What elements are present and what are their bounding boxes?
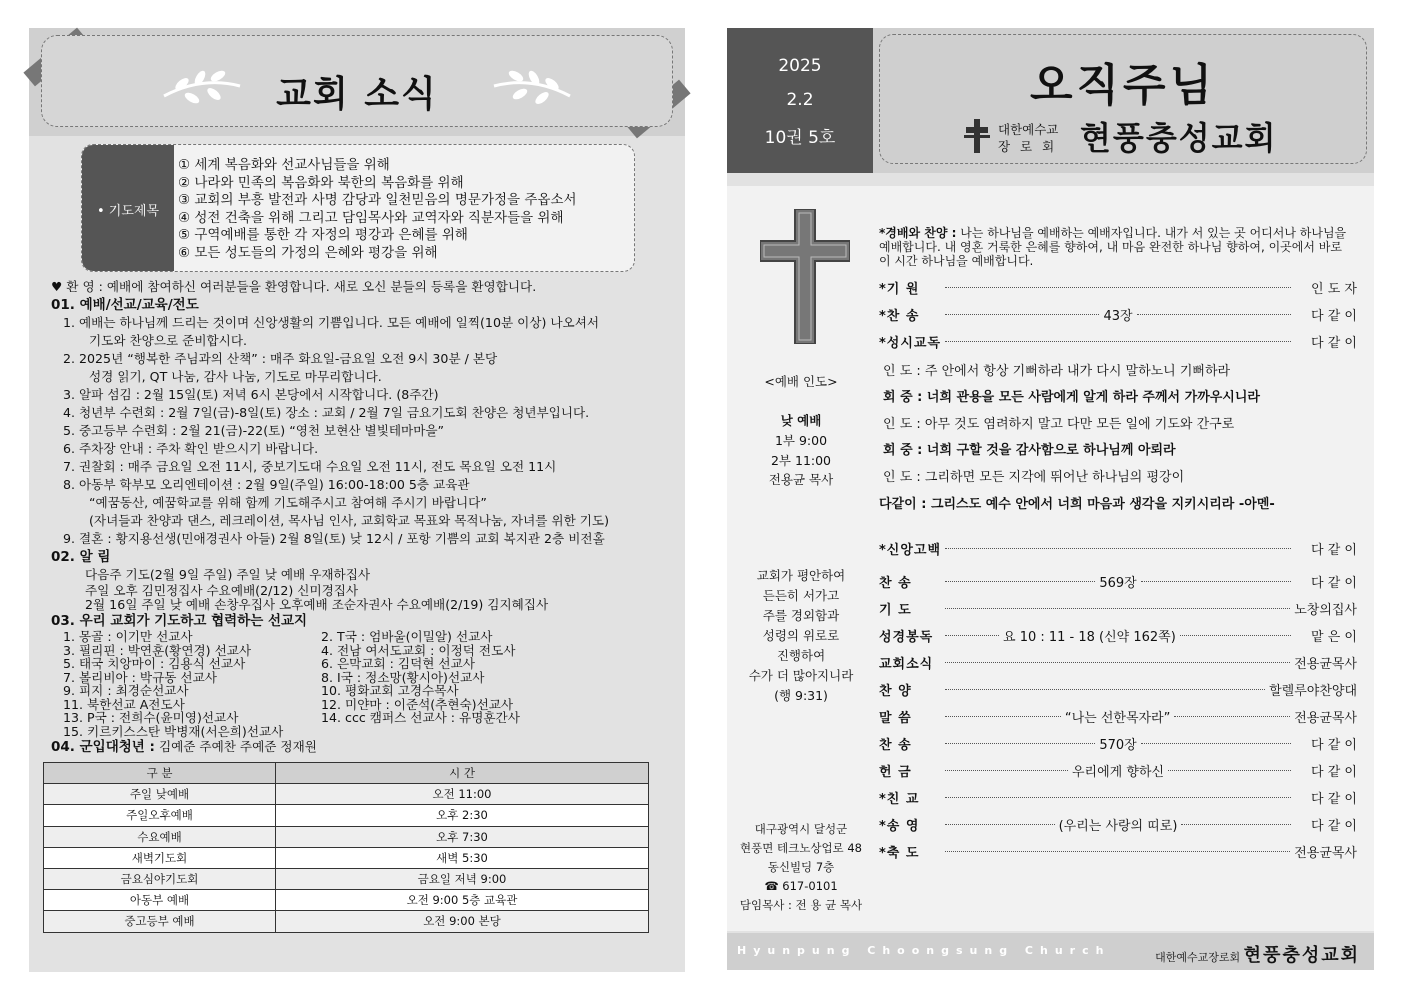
service-name: 금요심야기도회 bbox=[44, 868, 276, 889]
order-middle bbox=[941, 761, 1295, 780]
issue-year: 2025 bbox=[778, 56, 822, 76]
church-news-page bbox=[29, 28, 685, 972]
order-row bbox=[879, 331, 1357, 351]
news-item: 1. 예배는 하나님께 드리는 것이며 신앙생활의 기쁨입니다. 모든 예배에 일찍(10분 이상) 나오셔서 bbox=[63, 315, 600, 330]
order-row bbox=[879, 277, 1357, 297]
order-row bbox=[879, 814, 1357, 834]
responsive-reading-line bbox=[883, 386, 1353, 405]
footer-english-name: Hyunpung Choongsung Church bbox=[737, 944, 1111, 957]
service-name: 중고등부 예배 bbox=[44, 911, 276, 932]
table-row bbox=[44, 784, 649, 805]
service-name: 주일오후예배 bbox=[44, 805, 276, 826]
mission-list bbox=[51, 630, 671, 738]
verse-line: 수가 더 많아지니라 bbox=[748, 668, 854, 683]
order-person: 전용균목사 bbox=[1294, 845, 1357, 861]
table-row bbox=[44, 868, 649, 889]
notice-item: 2월 16일 주일 낮 예배 손창우집사 오후예배 조순자권사 수요예배(2/19) 김지혜집사 bbox=[85, 597, 549, 612]
table-row bbox=[44, 805, 649, 826]
dot-leader bbox=[1168, 770, 1291, 771]
dot-leader bbox=[1174, 716, 1290, 717]
bulletin-header-frame bbox=[879, 34, 1367, 164]
service-time: 금요일 저녁 9:00 bbox=[276, 868, 649, 889]
service-time: 오전 9:00 본당 bbox=[276, 911, 649, 932]
news-item: 8. 아동부 학부모 오리엔테이션 : 2월 9일(주일) 16:00-18:00 5층 교육관 bbox=[63, 477, 470, 492]
mission-item: 12. 미얀마 : 이준석(추현숙)선교사 bbox=[321, 696, 514, 712]
dot-leader bbox=[945, 716, 1061, 717]
verse-line: 든든히 서가고 bbox=[762, 588, 840, 603]
mission-item: 3. 필리핀 : 박연훈(황연경) 선교사 bbox=[63, 642, 252, 658]
order-middle bbox=[941, 689, 1269, 690]
mission-item: 2. T국 : 엄바울(이밀알) 선교사 bbox=[321, 629, 493, 644]
news-header-frame bbox=[41, 35, 673, 127]
order-row bbox=[879, 706, 1357, 726]
verse-line: 교회가 평안하여 bbox=[756, 568, 846, 583]
order-row bbox=[879, 625, 1357, 645]
verse-line: 주를 경외함과 bbox=[762, 608, 840, 623]
service-time: 오전 9:00 5층 교육관 bbox=[276, 890, 649, 911]
church-logo-icon bbox=[964, 119, 990, 153]
order-label: *찬 송 bbox=[879, 308, 920, 324]
mission-item: 10. 평화교회 고경수목사 bbox=[321, 683, 459, 698]
mission-item: 4. 전남 여서도교회 : 이정덕 전도사 bbox=[321, 642, 516, 658]
mission-item: 15. 키르키스스탄 박병재(서은희)선교사 bbox=[63, 723, 284, 739]
order-middle bbox=[941, 548, 1295, 549]
senior-pastor: 담임목사 : 전 용 균 목사 bbox=[739, 898, 863, 912]
reader: 인 도 : bbox=[883, 470, 921, 485]
table-row bbox=[44, 826, 649, 847]
order-middle bbox=[941, 572, 1295, 591]
dot-leader bbox=[1141, 743, 1291, 744]
order-person: 다 같 이 bbox=[1311, 335, 1357, 351]
order-person: 할렐루야찬양대 bbox=[1269, 683, 1357, 699]
table-header: 구 분 bbox=[44, 763, 276, 784]
reading-text: 그리스도 예수 안에서 너희 마음과 생각을 지키시리라 -아멘- bbox=[930, 497, 1275, 512]
dot-leader bbox=[945, 770, 1068, 771]
order-row bbox=[879, 571, 1357, 591]
order-middle bbox=[941, 662, 1294, 663]
mission-item: 1. 몽골 : 이기만 선교사 bbox=[63, 629, 193, 644]
mission-item: 9. 피지 : 최경순선교사 bbox=[63, 683, 189, 698]
table-header: 시 간 bbox=[276, 763, 649, 784]
military-line bbox=[51, 738, 671, 756]
order-label: 말 씀 bbox=[879, 710, 912, 726]
order-value: 570장 bbox=[1099, 737, 1137, 753]
order-middle bbox=[941, 626, 1295, 645]
prayer-item: ⑥ 모든 성도들의 가정의 은혜와 평강을 위해 bbox=[178, 244, 438, 261]
order-label: *축 도 bbox=[879, 845, 920, 861]
denomination bbox=[998, 121, 1058, 155]
order-middle bbox=[941, 815, 1295, 834]
mission-item: 14. ccc 캠퍼스 선교사 : 유명훈간사 bbox=[321, 710, 520, 725]
order-person: 다 같 이 bbox=[1311, 791, 1357, 807]
phone-number: ☎ 617-0101 bbox=[764, 879, 838, 893]
service-name: 주일 낮예배 bbox=[44, 784, 276, 805]
order-value: 43장 bbox=[1103, 308, 1133, 324]
prayer-list bbox=[178, 157, 577, 262]
order-middle bbox=[941, 707, 1294, 726]
order-label: 기 도 bbox=[879, 602, 912, 618]
bulletin-header bbox=[873, 28, 1374, 173]
order-label: 찬 양 bbox=[879, 683, 912, 699]
order-person: 인 도 자 bbox=[1311, 281, 1357, 297]
dot-leader bbox=[945, 581, 1095, 582]
service-time: 2부 11:00 bbox=[770, 453, 832, 468]
news-item: “예꿈동산, 예꿈학교를 위해 함께 기도해주시고 참여해 주시기 바랍니다” bbox=[89, 495, 487, 510]
footer-church-name: 현풍충성교회 bbox=[1243, 945, 1360, 966]
issue-date: 2.2 bbox=[786, 90, 814, 110]
dot-leader bbox=[945, 548, 1291, 549]
order-person: 다 같 이 bbox=[1311, 575, 1357, 591]
prayer-item: ⑤ 구역예배를 통한 각 자정의 평강과 은혜를 위해 bbox=[178, 227, 468, 243]
service-name: 수요예배 bbox=[44, 826, 276, 847]
order-person: 전용균목사 bbox=[1294, 656, 1357, 672]
scripture-reference: 요 10 : 11 - 18 (신약 162쪽) bbox=[1003, 629, 1176, 645]
opening-praise-label: *경배와 찬양 : bbox=[879, 226, 957, 240]
issue-number: 10권 5호 bbox=[764, 128, 836, 148]
issue-date-box bbox=[727, 28, 873, 173]
sermon-title: “나는 선한목자라” bbox=[1064, 710, 1171, 726]
mission-item: 13. P국 : 전희수(윤미영)선교사 bbox=[63, 710, 239, 725]
dot-leader bbox=[945, 608, 1290, 609]
address-line: 동신빌딩 7층 bbox=[767, 860, 835, 874]
military-names: 김예준 주예찬 주예준 정재원 bbox=[158, 739, 317, 754]
section-title: 02. 알 림 bbox=[51, 549, 111, 565]
order-middle bbox=[941, 305, 1295, 324]
mission-item: 11. 북한선교 A전도사 bbox=[63, 696, 185, 712]
order-label: 헌 금 bbox=[879, 764, 912, 780]
service-time: 오전 11:00 bbox=[276, 784, 649, 805]
order-middle bbox=[941, 608, 1294, 609]
reading-text: 주 안에서 항상 기뻐하라 내가 다시 말하노니 기뻐하라 bbox=[924, 364, 1231, 379]
opening-praise bbox=[879, 226, 1357, 268]
news-item: 4. 청년부 수련회 : 2월 7일(금)-8일(토) 장소 : 교회 / 2월 7일 금요기도회 찬양은 청년부입니다. bbox=[63, 405, 590, 420]
mission-column-right bbox=[321, 630, 520, 738]
mission-item: 5. 태국 치앙마이 : 김용식 선교사 bbox=[63, 656, 246, 671]
service-time: 오후 2:30 bbox=[276, 805, 649, 826]
order-label: 성경봉독 bbox=[879, 629, 934, 645]
order-value: 569장 bbox=[1099, 575, 1137, 591]
verse-line: 진행하여 bbox=[776, 648, 826, 663]
denomination-line: 장 로 회 bbox=[998, 139, 1058, 154]
reader: 인 도 : bbox=[883, 364, 921, 379]
prayer-topics-box bbox=[81, 144, 635, 272]
mission-item: 6. 은막교회 : 김덕현 선교사 bbox=[321, 656, 475, 671]
reader: 회 중 : bbox=[883, 443, 923, 458]
welcome-line: ♥ 환 영 : 예배에 참여하신 여러분들을 환영합니다. 새로 오신 분들의 등록을 환영합니다. bbox=[51, 279, 537, 294]
footer-denomination: 대한예수교장로회 bbox=[1155, 951, 1241, 964]
reader: 회 중 : bbox=[883, 390, 923, 405]
service-name: 아동부 예배 bbox=[44, 890, 276, 911]
service-time: 1부 9:00 bbox=[774, 433, 828, 448]
table-row bbox=[44, 847, 649, 868]
notice-item: 주일 오후 김민정집사 수요예배(2/12) 신미경집사 bbox=[85, 583, 359, 598]
dot-leader bbox=[1141, 581, 1291, 582]
service-leader: 전용균 목사 bbox=[768, 472, 834, 487]
order-value: 우리에게 향하신 bbox=[1071, 764, 1165, 780]
prayer-item: ③ 교회의 부흥 발전과 사명 감당과 일천믿음의 명문가정을 주옵소서 bbox=[178, 192, 577, 208]
prayer-label: • 기도제목 bbox=[82, 145, 174, 272]
bulletin-title: 오직주님 bbox=[1029, 60, 1216, 111]
news-header bbox=[29, 28, 685, 136]
verse-line: 성령의 위로로 bbox=[762, 628, 840, 643]
order-person: 다 같 이 bbox=[1311, 764, 1357, 780]
worship-order bbox=[879, 226, 1357, 861]
dot-leader bbox=[1137, 314, 1291, 315]
church-name: 현풍충성교회 bbox=[1080, 119, 1278, 157]
order-label: 찬 송 bbox=[879, 737, 912, 753]
order-person: 다 같 이 bbox=[1311, 737, 1357, 753]
order-middle bbox=[941, 851, 1294, 852]
news-item: 7. 권찰회 : 매주 금요일 오전 11시, 중보기도대 수요일 오전 11시, 전도 목요일 오전 11시 bbox=[63, 459, 557, 474]
bulletin-footer bbox=[727, 933, 1374, 970]
news-item: 9. 결혼 : 황지용선생(민애경권사 아들) 2월 8일(토) 낮 12시 / 포항 기쁨의 교회 복지관 2층 비전홀 bbox=[63, 531, 605, 546]
service-schedule-table bbox=[43, 762, 649, 933]
order-value: (우리는 사랑의 띠로) bbox=[1058, 818, 1178, 834]
responsive-reading-line bbox=[883, 466, 1353, 485]
dot-leader bbox=[945, 824, 1055, 825]
reader: 인 도 : bbox=[883, 417, 921, 432]
prayer-item: ① 세계 복음화와 선교사님들을 위해 bbox=[178, 157, 390, 173]
section-title: 03. 우리 교회가 기도하고 협력하는 선교지 bbox=[51, 613, 308, 629]
dot-leader bbox=[945, 689, 1265, 690]
news-item: 성경 읽기, QT 나눔, 감사 나눔, 기도로 마무리합니다. bbox=[89, 369, 382, 384]
dot-leader bbox=[945, 851, 1290, 852]
prayer-item: ② 나라와 민족의 복음화와 북한의 복음화를 위해 bbox=[178, 174, 464, 191]
cross-icon bbox=[760, 209, 850, 344]
prayer-item: ④ 성전 건축을 위해 그리고 담임목사와 교역자와 직분자들을 위해 bbox=[178, 209, 564, 226]
news-body bbox=[51, 278, 671, 756]
reading-text: 너희 구할 것을 감사함으로 하나님께 아뢰라 bbox=[926, 443, 1176, 458]
worship-guide-label: <예배 인도> bbox=[764, 374, 838, 389]
reading-text: 너희 관용을 모든 사람에게 알게 하라 주께서 가까우시니라 bbox=[926, 390, 1260, 405]
table-header-row bbox=[44, 763, 649, 784]
order-label: 찬 송 bbox=[879, 575, 912, 591]
order-label: 교회소식 bbox=[879, 656, 934, 672]
order-label: *친 교 bbox=[879, 791, 920, 807]
order-row bbox=[879, 679, 1357, 699]
verse-reference: (행 9:31) bbox=[774, 688, 828, 703]
service-name: 낮 예배 bbox=[780, 413, 822, 428]
opening-praise-text: 나는 하나님을 예배하는 예배자입니다. 내가 서 있는 곳 어디서나 하나님을 예배합니다. 내 영혼 거룩한 은혜를 향하여, 내 마음 완전한 하나님 향하여, 이곳에서 바로 이 시간 하나님을 예배합니다. bbox=[879, 226, 1347, 268]
dot-leader bbox=[945, 797, 1291, 798]
order-label: *성시교독 bbox=[879, 335, 942, 351]
responsive-reading-line bbox=[883, 360, 1353, 379]
worship-body bbox=[727, 186, 1374, 931]
dot-leader bbox=[1181, 824, 1291, 825]
order-person: 다 같 이 bbox=[1311, 308, 1357, 324]
news-item: (자녀들과 찬양과 댄스, 레크레이션, 목사님 인사, 교회학교 목표와 목적나눔, 자녀를 위한 기도) bbox=[89, 513, 609, 528]
order-row bbox=[879, 304, 1357, 324]
dot-leader bbox=[1180, 635, 1291, 636]
order-row bbox=[879, 733, 1357, 753]
responsive-reading-line bbox=[883, 439, 1353, 458]
service-name: 새벽기도회 bbox=[44, 847, 276, 868]
order-label: *신앙고백 bbox=[879, 542, 942, 558]
order-person: 맡 은 이 bbox=[1311, 629, 1357, 645]
reader: 다같이 : bbox=[879, 497, 927, 512]
order-row bbox=[879, 538, 1357, 558]
dot-leader bbox=[945, 662, 1290, 663]
footer-church bbox=[1155, 941, 1360, 967]
responsive-reading-line bbox=[883, 413, 1353, 432]
mission-item: 7. 볼리비아 : 박규동 선교사 bbox=[63, 669, 217, 685]
news-item: 3. 알파 섬김 : 2월 15일(토) 저녁 6시 본당에서 시작합니다. (8주간) bbox=[63, 387, 439, 402]
order-middle bbox=[941, 341, 1295, 342]
news-item: 기도와 찬양으로 준비합시다. bbox=[89, 333, 247, 348]
order-row bbox=[879, 598, 1357, 618]
dot-leader bbox=[945, 743, 1095, 744]
service-time: 새벽 5:30 bbox=[276, 847, 649, 868]
news-item: 2. 2025년 “행복한 주님과의 산책” : 매주 화요일-금요일 오전 9시 30분 / 본당 bbox=[63, 351, 498, 366]
section-title: 01. 예배/선교/교육/전도 bbox=[51, 297, 199, 313]
dot-leader bbox=[945, 287, 1291, 288]
order-middle bbox=[941, 797, 1295, 798]
order-label: *송 영 bbox=[879, 818, 920, 834]
order-middle bbox=[941, 287, 1295, 288]
mission-item: 8. I국 : 정소망(황시아)선교사 bbox=[321, 669, 485, 685]
reading-text: 아무 것도 염려하지 말고 다만 모든 일에 기도와 간구로 bbox=[924, 417, 1235, 432]
order-person: 다 같 이 bbox=[1311, 818, 1357, 834]
service-time: 오후 7:30 bbox=[276, 826, 649, 847]
table-row bbox=[44, 911, 649, 932]
section-title: 04. 군입대청년 : bbox=[51, 739, 155, 755]
address-line: 대구광역시 달성군 bbox=[754, 822, 848, 836]
mission-column-left bbox=[51, 630, 321, 738]
order-middle bbox=[941, 734, 1295, 753]
responsive-reading-line bbox=[879, 493, 1349, 512]
order-person: 전용균목사 bbox=[1294, 710, 1357, 726]
dot-leader bbox=[945, 341, 1291, 342]
address-line: 현풍면 테크노상업로 48 bbox=[740, 841, 862, 855]
notice-item: 다음주 기도(2월 9일 주일) 주일 낮 예배 우재하집사 bbox=[85, 567, 371, 582]
news-item: 6. 주차장 안내 : 주차 확인 받으시기 바랍니다. bbox=[63, 441, 319, 456]
worship-order-page bbox=[727, 28, 1374, 970]
dot-leader bbox=[945, 635, 999, 636]
order-row bbox=[879, 841, 1357, 861]
order-label: *기 원 bbox=[879, 281, 920, 297]
dot-leader bbox=[945, 314, 1099, 315]
reading-text: 그리하면 모든 지각에 뛰어난 하나님의 평강이 bbox=[924, 470, 1185, 485]
order-person: 노창의집사 bbox=[1294, 602, 1357, 618]
news-item: 5. 중고등부 수련회 : 2월 21(금)-22(토) “영천 보현산 별빛테마마을” bbox=[63, 423, 445, 438]
denomination-line: 대한예수교 bbox=[998, 122, 1059, 137]
table-row bbox=[44, 890, 649, 911]
order-row bbox=[879, 652, 1357, 672]
news-title: 교회 소식 bbox=[276, 74, 438, 115]
order-row bbox=[879, 760, 1357, 780]
order-row bbox=[879, 787, 1357, 807]
order-person: 다 같 이 bbox=[1311, 542, 1357, 558]
